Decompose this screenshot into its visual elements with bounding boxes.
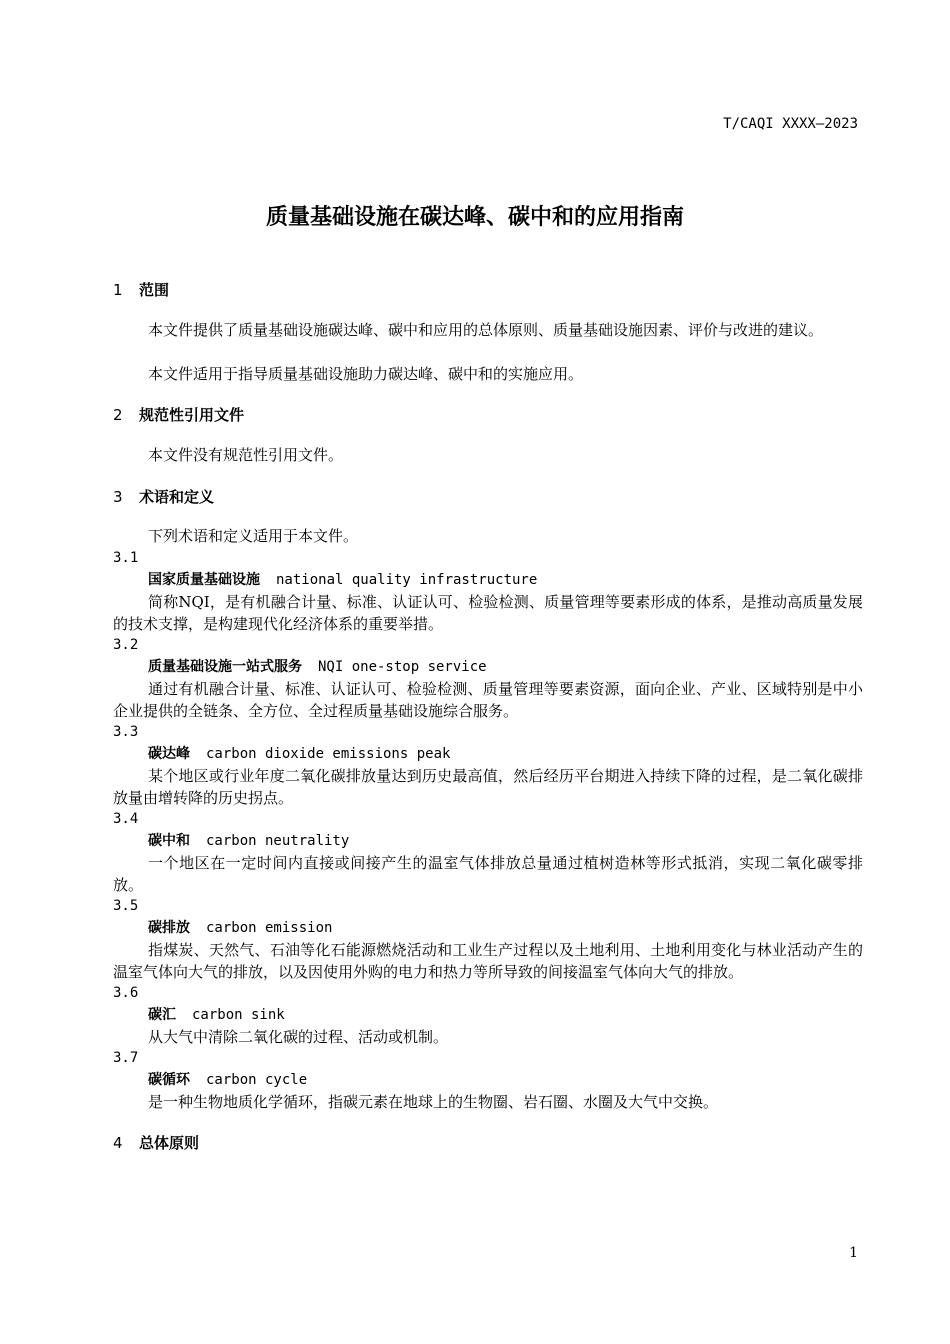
section-2-heading: [113, 404, 244, 425]
term-zh: 碳汇: [148, 1007, 176, 1023]
term-en: carbon sink: [192, 1007, 285, 1023]
term-definition: 是一种生物地质化学循环，指碳元素在地球上的生物圈、岩石圈、水圈及大气中交换。: [148, 1093, 719, 1111]
term-number: 3.2: [113, 637, 139, 653]
term-zh: 国家质量基础设施: [148, 572, 260, 588]
term-number: 3.7: [113, 1050, 139, 1066]
section-number: 3: [113, 488, 123, 506]
document-title: 质量基础设施在碳达峰、碳中和的应用指南: [265, 205, 684, 230]
section-3-heading: [113, 486, 214, 507]
term-heading: [148, 743, 450, 765]
term-heading: [148, 917, 332, 939]
section-3-intro: 下列术语和定义适用于本文件。: [148, 527, 359, 545]
term-number: 3.4: [113, 811, 139, 827]
term-number: 3.3: [113, 724, 139, 740]
section-number: 1: [113, 281, 123, 299]
term-heading: [148, 1004, 285, 1026]
section-title: 术语和定义: [139, 488, 215, 506]
section-number: 4: [113, 1134, 123, 1152]
term-heading: [148, 830, 349, 852]
term-en: national quality infrastructure: [276, 572, 538, 588]
term-definition: 简称NQI，是有机融合计量、标准、认证认可、检验检测、质量管理等要素形成的体系，是推动高质量发展的技术支撑，是构建现代化经济体系的重要举措。: [113, 593, 863, 633]
term-number: 3.1: [113, 550, 139, 566]
term-zh: 质量基础设施一站式服务: [148, 659, 302, 675]
term-definition: 指煤炭、天然气、石油等化石能源燃烧活动和工业生产过程以及土地利用、土地利用变化与林业活动产生的温室气体向大气的排放，以及因使用外购的电力和热力等所导致的间接温室气体向大气的排放。: [113, 941, 863, 981]
term-zh: 碳达峰: [148, 746, 190, 762]
term-number: 3.6: [113, 985, 139, 1001]
term-heading: [148, 569, 537, 591]
section-title: 总体原则: [139, 1134, 200, 1152]
term-heading: [148, 656, 487, 678]
section-1-paragraph-2: 本文件适用于指导质量基础设施助力碳达峰、碳中和的实施应用。: [148, 365, 584, 383]
term-en: carbon cycle: [206, 1072, 308, 1088]
section-title: 范围: [139, 281, 170, 299]
term-en: NQI one-stop service: [318, 659, 487, 675]
section-1-heading: [113, 279, 169, 300]
term-zh: 碳排放: [148, 920, 190, 936]
term-heading: [148, 1069, 307, 1091]
term-definition: 从大气中清除二氧化碳的过程、活动或机制。: [148, 1028, 449, 1046]
term-zh: 碳中和: [148, 833, 190, 849]
page-number: 1: [849, 1245, 858, 1261]
section-2-paragraph-1: 本文件没有规范性引用文件。: [148, 446, 344, 464]
term-en: carbon emission: [206, 920, 333, 936]
section-4-heading: [113, 1132, 199, 1153]
section-number: 2: [113, 406, 123, 424]
term-en: carbon dioxide emissions peak: [206, 746, 451, 762]
term-definition: 某个地区或行业年度二氧化碳排放量达到历史最高值，然后经历平台期进入持续下降的过程，是二氧化碳排放量由增转降的历史拐点。: [113, 767, 863, 807]
term-definition: 一个地区在一定时间内直接或间接产生的温室气体排放总量通过植树造林等形式抵消，实现二氧化碳零排放。: [113, 854, 863, 894]
section-1-paragraph-1: 本文件提供了质量基础设施碳达峰、碳中和应用的总体原则、质量基础设施因素、评价与改进的建议。: [148, 321, 824, 339]
standard-code: T/CAQI XXXX—2023: [723, 116, 858, 132]
section-title: 规范性引用文件: [139, 406, 245, 424]
term-en: carbon neutrality: [206, 833, 350, 849]
term-definition: 通过有机融合计量、标准、认证认可、检验检测、质量管理等要素资源，面向企业、产业、区域特别是中小企业提供的全链条、全方位、全过程质量基础设施综合服务。: [113, 680, 863, 720]
term-number: 3.5: [113, 898, 139, 914]
term-zh: 碳循环: [148, 1072, 190, 1088]
